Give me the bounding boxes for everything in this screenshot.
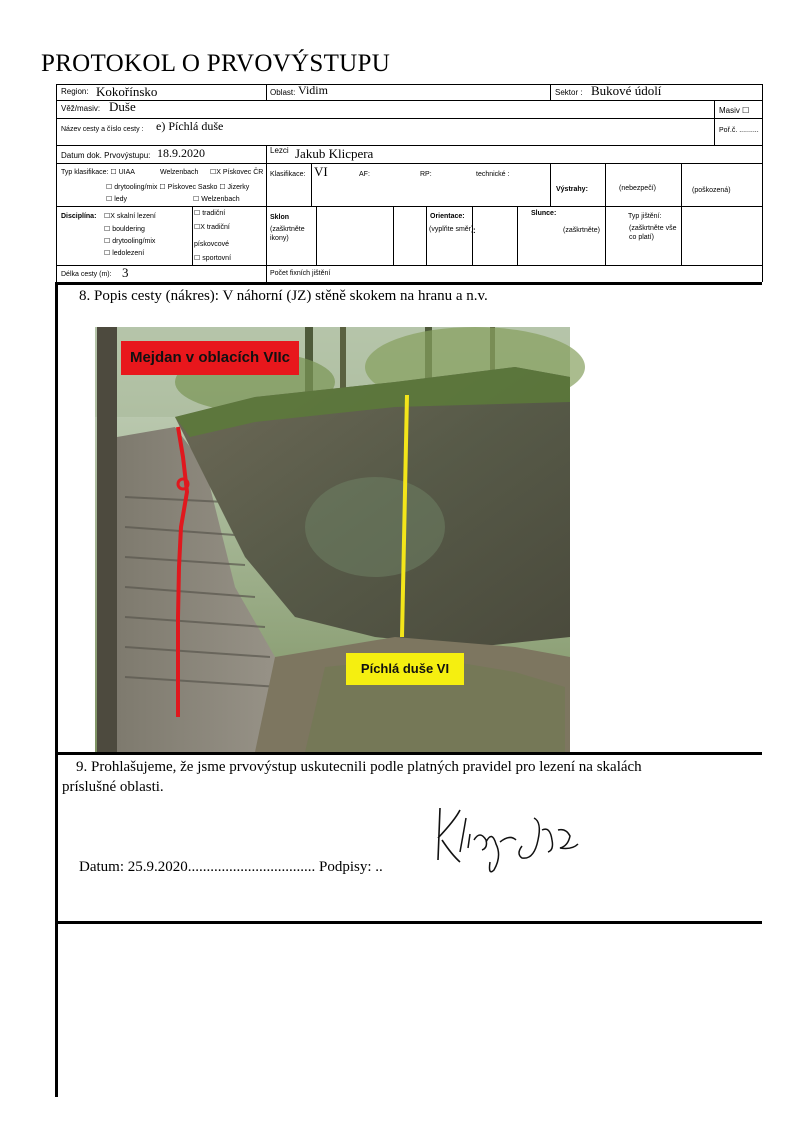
- slunce-label: Slunce:: [531, 210, 557, 217]
- ledy-option: ☐ ledy: [106, 196, 128, 203]
- sklon-hint: (zaškrtněte ikony): [270, 226, 305, 242]
- section8-text: 8. Popis cesty (nákres): V náhorní (JZ) stěně skokem na hranu a n.v.: [79, 288, 488, 304]
- label-red-route: Mejdan v oblacích VIIc: [121, 341, 299, 375]
- orientace-hint: (vyplňte směr): [429, 226, 474, 233]
- masiv-label: Masiv ☐: [719, 106, 750, 115]
- section9-line1: 9. Prohlašujeme, že jsme prvovýstup uskutecnili podle platných pravidel pro lezení na skalách: [76, 759, 642, 775]
- disciplina-item2: ☐ sportovní: [194, 255, 232, 262]
- table-border: [426, 206, 427, 265]
- disciplina-item: ☐ bouldering: [104, 226, 145, 233]
- table-border: [714, 100, 715, 145]
- jisteni-label: Typ jištění:: [628, 213, 662, 220]
- table-border: [56, 206, 762, 207]
- technicke-label: technické :: [476, 171, 510, 178]
- table-border: [266, 163, 267, 265]
- slunce-hint: (zaškrtněte): [563, 227, 600, 234]
- datum-value: 18.9.2020: [157, 146, 205, 160]
- table-border: [762, 84, 763, 282]
- orientace-label: Orientace:: [430, 213, 465, 220]
- table-border: [56, 265, 762, 266]
- table-border: [56, 282, 762, 285]
- piskovec-cr: ☐X Pískovec ČR: [210, 169, 264, 176]
- orientace-colon: :: [473, 226, 476, 235]
- disciplina-item: ☐X skalní lezení: [104, 213, 156, 220]
- datum-podpisy: Datum: 25.9.2020.................................. Podpisy: ..: [79, 859, 383, 875]
- delka-label: Délka cesty (m):: [61, 271, 112, 278]
- disciplina-item2: ☐ tradiční: [194, 210, 226, 217]
- table-border: [316, 206, 317, 265]
- table-border: [266, 84, 267, 100]
- table-border: [681, 206, 682, 265]
- table-border: [266, 145, 267, 163]
- left-margin-rule: [55, 282, 58, 1097]
- table-border: [56, 100, 762, 101]
- table-border: [56, 163, 762, 164]
- nazev-label: Název cesty a číslo cesty :: [61, 126, 144, 133]
- disciplina-item2: ☐X tradiční: [194, 224, 230, 231]
- klasifikace-value: VI: [314, 164, 328, 179]
- disciplina-label: Disciplína:: [61, 213, 97, 220]
- datum-label: Datum dok. Prvovýstupu:: [61, 151, 151, 160]
- table-border: [605, 206, 606, 265]
- lezci-label: Lezci: [270, 146, 289, 155]
- table-border: [550, 163, 551, 206]
- label-yellow-route: Píchlá duše VI: [346, 653, 464, 685]
- sektor-value: Bukové údolí: [591, 83, 662, 98]
- disciplina-item: ☐ drytooling/mix: [104, 238, 156, 245]
- sklon-label: Sklon: [270, 214, 290, 221]
- table-border: [605, 163, 606, 206]
- region-label: Region:: [61, 87, 89, 96]
- table-border: [681, 163, 682, 206]
- oblast-label: Oblast:: [270, 88, 296, 97]
- af-label: AF:: [359, 171, 370, 178]
- section-divider: [56, 752, 762, 755]
- table-border: [266, 265, 267, 282]
- table-border: [550, 84, 551, 100]
- signature-drawing: [430, 787, 590, 880]
- route-photo-drawing: [95, 327, 570, 752]
- nebezpeci-label: (nebezpečí): [619, 185, 656, 192]
- vez-value: Duše: [109, 99, 136, 114]
- klasifikace-label: Klasifikace:: [270, 171, 306, 178]
- fixni-label: Počet fixních jištění: [270, 270, 331, 277]
- poskozena-label: (poškozená): [692, 187, 731, 194]
- por-label: Poř.č. ..........: [719, 127, 759, 134]
- table-border: [517, 206, 518, 265]
- table-border: [393, 206, 394, 265]
- rp-label: RP:: [420, 171, 432, 178]
- document-title: PROTOKOL O PRVOVÝSTUPU: [41, 50, 391, 77]
- typ-klasifikace: Typ klasifikace: ☐ UIAA: [61, 169, 135, 176]
- welzenbach: Welzenbach: [160, 169, 199, 176]
- jisteni-hint: (zaškrtněte vše co platí): [629, 225, 677, 241]
- oblast-value: Vidim: [298, 83, 328, 97]
- route-photo: [95, 327, 570, 752]
- signature-text: Klicpera J.K.: [430, 787, 515, 804]
- sektor-label: Sektor :: [555, 88, 583, 97]
- delka-value: 3: [122, 265, 129, 280]
- vystrahy-label: Výstrahy:: [556, 186, 588, 193]
- table-border: [56, 84, 57, 282]
- disciplina-item2: pískovcové: [194, 241, 230, 248]
- vez-label: Věž/masiv:: [61, 104, 101, 113]
- disciplina-item: ☐ ledolezení: [104, 250, 145, 257]
- table-border: [192, 206, 193, 265]
- nazev-value: e) Píchlá duše: [156, 119, 224, 133]
- section-divider: [56, 921, 762, 924]
- drytooling-options: ☐ drytooling/mix ☐ Pískovec Sasko ☐ Jizerky: [106, 184, 250, 191]
- welzenbach2-option: ☐ Welzenbach: [193, 196, 240, 203]
- section9-line2: príslušné oblasti.: [62, 779, 164, 795]
- signature: [430, 787, 590, 880]
- region-value: Kokořínsko: [96, 84, 158, 99]
- lezci-value: Jakub Klicpera: [295, 146, 374, 161]
- table-border: [311, 163, 312, 206]
